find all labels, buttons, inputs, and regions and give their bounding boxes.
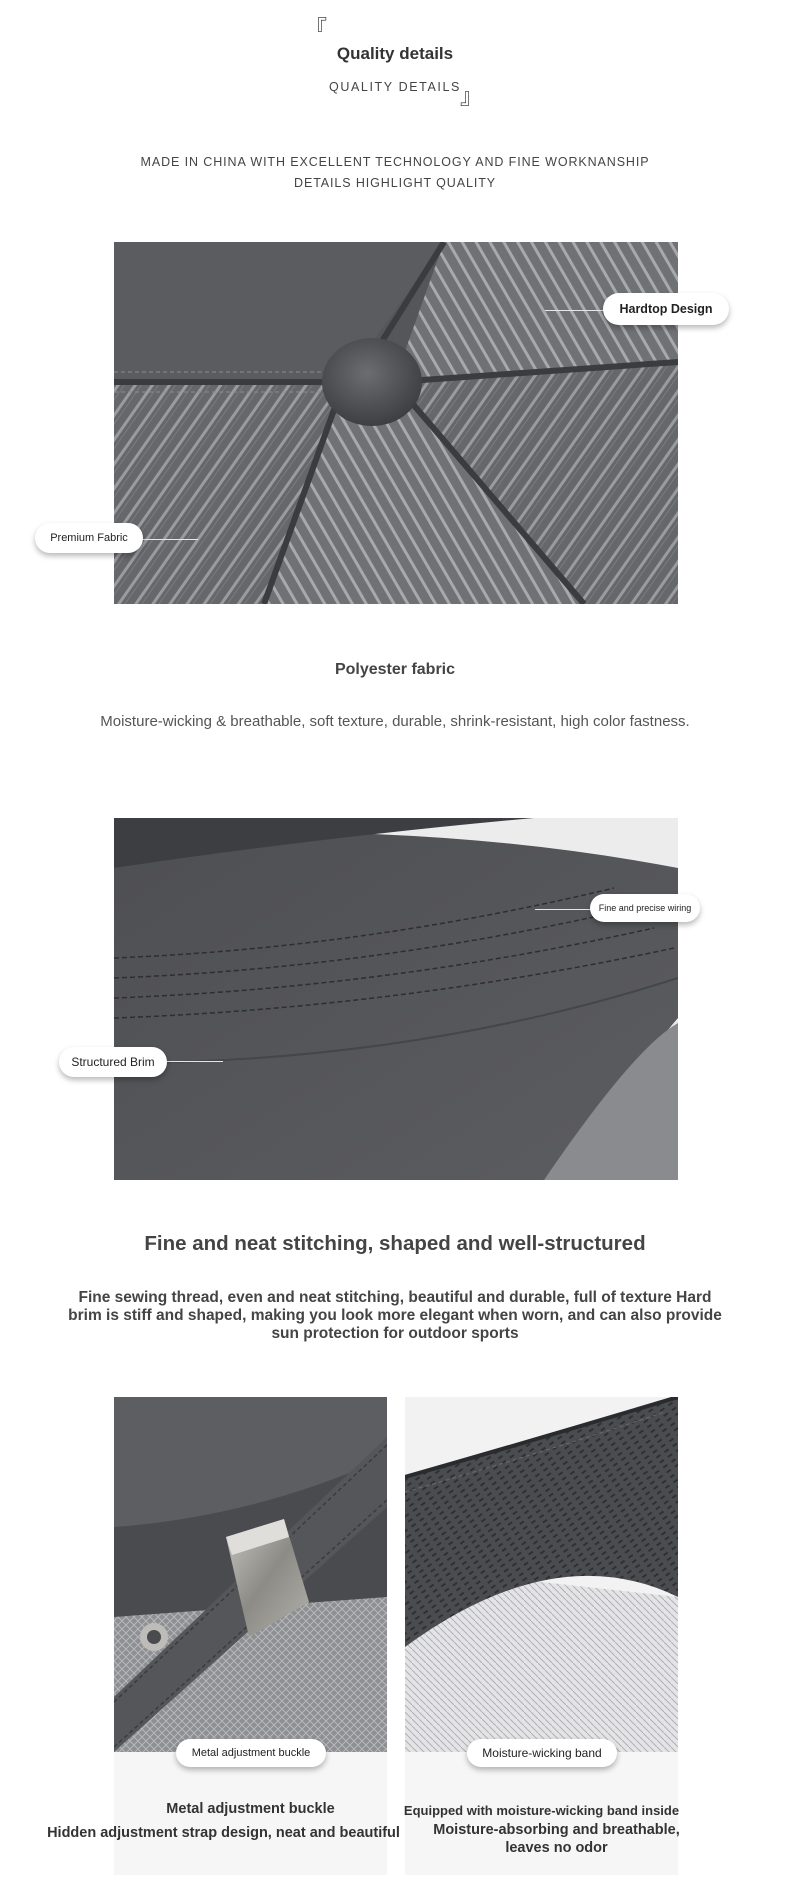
fabric-description: Moisture-wicking & breathable, soft texture, durable, shrink-resistant, high color fastness.: [100, 713, 690, 730]
badge-moisture-band: Moisture-wicking band: [467, 1739, 617, 1767]
badge-metal-buckle: Metal adjustment buckle: [176, 1739, 326, 1767]
tagline-line1: MADE IN CHINA WITH EXCELLENT TECHNOLOGY AND FINE WORKNANSHIP: [140, 155, 650, 169]
leader-line: [535, 909, 593, 910]
leader-line: [142, 539, 198, 540]
band-line2: Moisture-absorbing and breathable,: [433, 1822, 680, 1838]
brim-title: Fine and neat stitching, shaped and well-structured: [144, 1232, 646, 1255]
bracket-close-icon: 』: [460, 84, 483, 109]
buckle-title: Metal adjustment buckle: [166, 1801, 335, 1817]
band-photo: [405, 1397, 678, 1752]
band-line3: leaves no odor: [505, 1840, 608, 1856]
buckle-text: Hidden adjustment strap design, neat and beautiful: [47, 1825, 400, 1841]
brim-description-line2: brim is stiff and shaped, making you look more elegant when worn, and can also provide: [68, 1307, 722, 1324]
leader-line: [545, 310, 605, 311]
brim-description-line3: sun protection for outdoor sports: [271, 1325, 519, 1342]
fabric-title: Polyester fabric: [334, 661, 456, 678]
buckle-photo: [114, 1397, 387, 1752]
cap-brim-photo: [114, 818, 678, 1180]
bracket-open-icon: 『: [305, 16, 328, 41]
tagline-line2: DETAILS HIGHLIGHT QUALITY: [294, 176, 496, 190]
cap-crown-photo: [114, 242, 678, 604]
callout-premium-fabric: Premium Fabric: [35, 523, 143, 553]
callout-hardtop-design: Hardtop Design: [603, 293, 729, 325]
page-subtitle: QUALITY DETAILS: [329, 80, 461, 94]
band-line1: Equipped with moisture-wicking band inside: [403, 1803, 680, 1818]
page-title: Quality details: [336, 44, 454, 63]
callout-fine-wiring: Fine and precise wiring: [590, 894, 700, 922]
brim-description-line1: Fine sewing thread, even and neat stitching, beautiful and durable, full of texture Hard: [78, 1289, 712, 1306]
leader-line: [165, 1061, 223, 1062]
callout-structured-brim: Structured Brim: [59, 1047, 167, 1077]
